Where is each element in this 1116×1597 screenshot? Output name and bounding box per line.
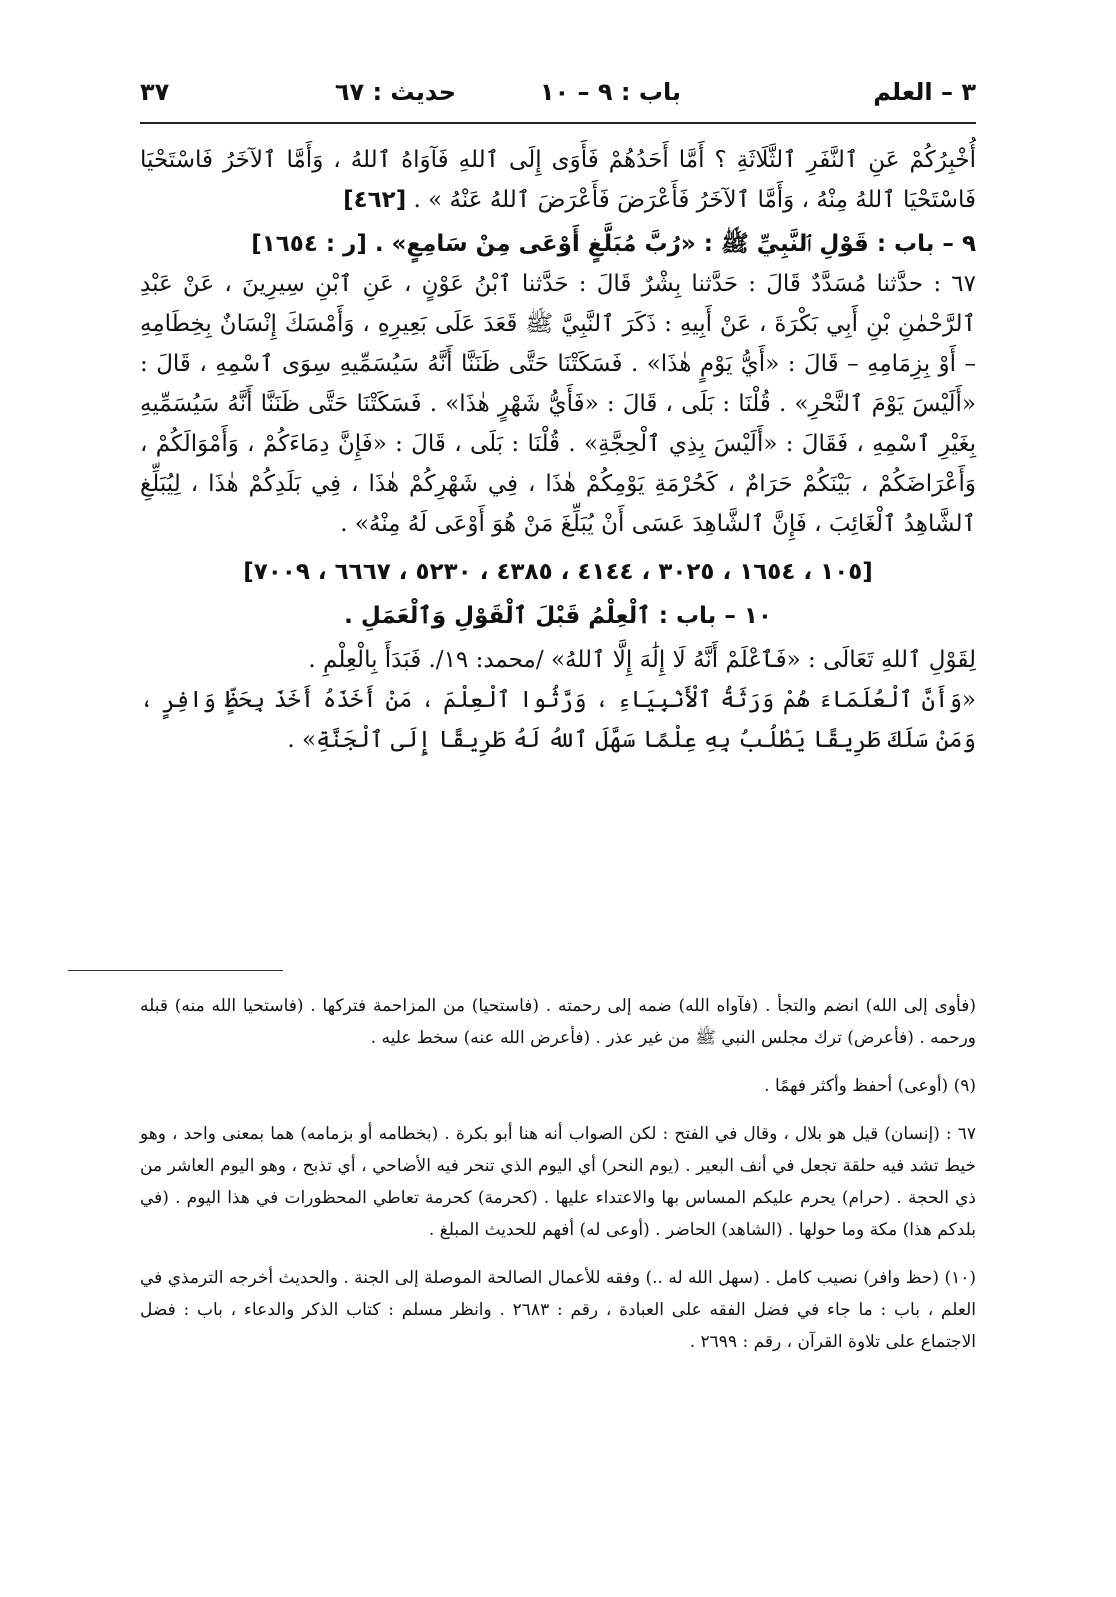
footnote-divider — [68, 970, 283, 971]
chapter-heading-9-text: ٩ – باب : قَوْلِ ٱلنَّبِيِّ ﷺ : «رُبَّ مُبَلَّغٍ أَوْعَى مِنْ سَامِعٍ» . — [374, 231, 976, 257]
chapter-heading-9 — [140, 224, 976, 264]
chapter-title: ٣ – العلم — [873, 78, 976, 106]
footnote-3: ٦٧ : (إنسان) قيل هو بلال ، وقال في الفتح : لكن الصواب أنه هنا أبو بكرة . (بخطامه أو بزمامه) هما بمعنى واحد ، وهو خيط تشد فيه حلقة تجعل في أنف البعير . (يوم النحر) أي اليوم الذي تنحر فيه الأضاحي ، أي تذبح ، وهو اليوم العاشر من ذي الحجة . (حرام) يحرم عليكم المساس بها والاعتداء عليها . (كحرمة) كحرمة تعاطي المحظورات في هذا اليوم . (في بلدكم هذا) مكة وما حولها . (الشاهد) الحاضر . (أوعى له) أفهم للحديث المبلغ . — [140, 1124, 976, 1240]
page-header — [140, 74, 976, 114]
header-divider — [140, 122, 976, 124]
paragraph-continuation — [140, 140, 976, 220]
main-text — [140, 140, 976, 760]
footnote-2: (٩) (أوعى) أحفظ وأكثر فهمًا . — [764, 1076, 976, 1096]
chapter-10-text-2: «وَأَنَّ ٱلْعُلَمَاءَ هُمْ وَرَثَةُ ٱلْأَنْبِيَاءِ ، وَرَّثُوا ٱلْعِلْمَ ، مَنْ أَخَذَهُ أَخَذَ بِحَظٍّ وَافِرٍ ، وَمَنْ سَلَكَ طَرِيقًا يَطْلُبُ بِهِ عِلْمًا سَهَّلَ ٱللهُ لَهُ طَرِيقًا إِلَى ٱلْجَنَّةِ» . — [140, 687, 976, 753]
chapter-heading-9-ref: [ر : ١٦٥٤] — [251, 231, 367, 257]
hadith-number: حديث : ٦٧ — [334, 78, 456, 106]
reference-number: [٤٦٢] — [343, 187, 407, 213]
footnotes — [140, 990, 976, 1374]
chapter-10-text-1: لِقَوْلِ ٱللهِ تَعَالَى : «فَٱعْلَمْ أَنَّهُ لَا إِلَٰهَ إِلَّا ٱللهُ» /محمد: ١٩/. فَبَدَأَ بِالْعِلْمِ . — [308, 647, 976, 673]
chapter-heading-10: ١٠ – باب : ٱلْعِلْمُ قَبْلَ ٱلْقَوْلِ وَٱلْعَمَلِ . — [344, 603, 772, 629]
page-number: ٣٧ — [140, 78, 170, 106]
hadith-67-text: ٦٧ : حدَّثنا مُسَدَّدٌ قَالَ : حَدَّثنا بِشْرٌ قَالَ : حَدَّثنا ٱبْنُ عَوْنٍ ، عَنِ ٱبْنِ سِيرِينَ ، عَنْ عَبْدِ ٱلرَّحْمٰنِ بْنِ أَبِي بَكْرَةَ ، عَنْ أَبِيهِ : ذَكَرَ ٱلنَّبِيَّ ﷺ قَعَدَ عَلَى بَعِيرِهِ ، وَأَمْسَكَ إِنْسَانٌ بِخِطَامِهِ – أَوْ بِزِمَامِهِ – قَالَ : «أَيُّ يَوْمٍ هٰذَا» . فَسَكَتْنَا حَتَّى ظَنَنَّا أَنَّهُ سَيُسَمِّيهِ سِوَى ٱسْمِهِ ، قَالَ : «أَلَيْسَ يَوْمَ ٱلنَّحْرِ» . قُلْنَا : بَلَى ، قَالَ : «فَأَيُّ شَهْرٍ هٰذَا» . فَسَكَتْنَا حَتَّى ظَنَنَّا أَنَّهُ سَيُسَمِّيهِ بِغَيْرِ ٱسْمِهِ ، فَقَالَ : «أَلَيْسَ بِذِي ٱلْحِجَّةِ» . قُلْنَا : بَلَى ، قَالَ : «فَإِنَّ دِمَاءَكُمْ ، وَأَمْوَالَكُمْ ، وَأَعْرَاضَكُمْ ، بَيْنَكُمْ حَرَامٌ ، كَحُرْمَةِ يَوْمِكُمْ هٰذَا ، فِي شَهْرِكُمْ هٰذَا ، فِي بَلَدِكُمْ هٰذَا ، لِيُبَلِّغِ ٱلشَّاهِدُ ٱلْغَائِبَ ، فَإِنَّ ٱلشَّاهِدَ عَسَى أَنْ يُبَلِّغَ مَنْ هُوَ أَوْعَى لَهُ مِنْهُ» . — [140, 271, 976, 537]
bab-range: باب : ٩ – ١٠ — [539, 78, 681, 106]
footnote-1: (فأوى إلى الله) انضم والتجأ . (فآواه الله) ضمه إلى رحمته . (فاستحيا) من المزاحمة فتركها . (فاستحيا الله منه) قبله ورحمه . (فأعرض) ترك مجلس النبي ﷺ من غير عذر . (فأعرض الله عنه) سخط عليه . — [140, 996, 976, 1048]
footnote-4: (١٠) (حظ وافر) نصيب كامل . (سهل الله له ..) وفقه للأعمال الصالحة الموصلة إلى الجنة . والحديث أخرجه الترمذي في العلم ، باب : ما جاء في فضل الفقه على العبادة ، رقم : ٢٦٨٣ . وانظر مسلم : كتاب الذكر والدعاء ، باب : فضل الاجتماع على تلاوة القرآن ، رقم : ٢٦٩٩ . — [140, 1268, 976, 1352]
cross-references: [١٠٥ ، ١٦٥٤ ، ٣٠٢٥ ، ٤١٤٤ ، ٤٣٨٥ ، ٥٢٣٠ ، ٦٦٦٧ ، ٧٠٠٩] — [243, 559, 873, 585]
continuation-text: أُخْبِرُكُمْ عَنِ ٱلنَّفَرِ ٱلثَّلَاثَةِ ؟ أَمَّا أَحَدُهُمْ فَأَوَى إِلَى ٱللهِ فَآوَاهُ ٱللهُ ، وَأَمَّا ٱلآخَرُ فَاسْتَحْيَا فَاسْتَحْيَا ٱللهُ مِنْهُ ، وَأَمَّا ٱلآخَرُ فَأَعْرَضَ فَأَعْرَضَ ٱللهُ عَنْهُ » . — [140, 147, 976, 213]
